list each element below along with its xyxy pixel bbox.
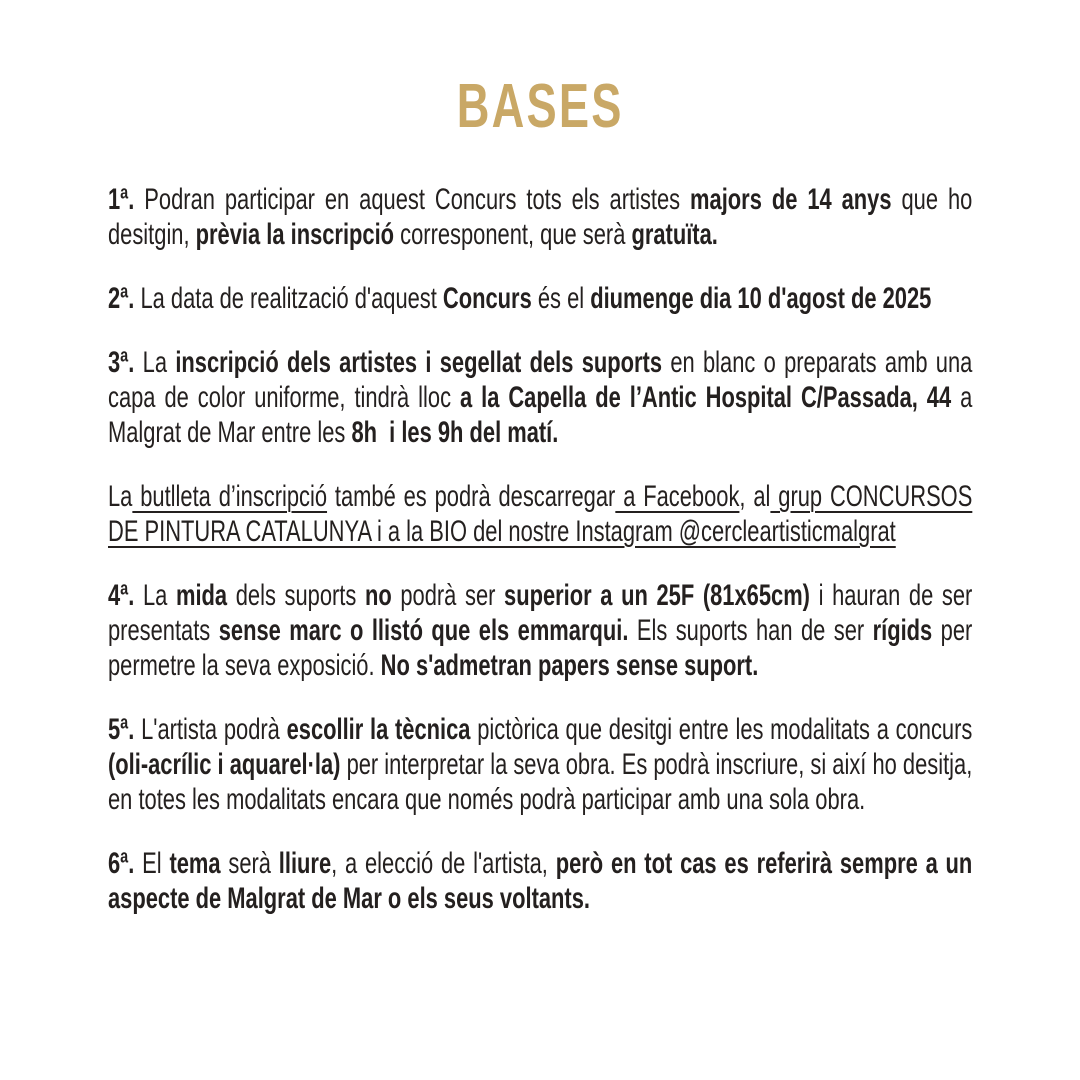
rule-4 [108, 578, 972, 683]
text-run: que ho desitgin, [108, 183, 973, 251]
text-run: L'artista podrà [134, 713, 287, 746]
rule-5 [108, 712, 972, 817]
text-run: Podran participar en aquest Concurs tots els artistes [134, 183, 691, 216]
text-run: dels suports [227, 579, 365, 612]
text-run: No s'admetran papers sense suport. [380, 649, 759, 682]
text-run: però en tot cas es referirà sempre a un aspecte de Malgrat de Mar o els seus voltants. [108, 847, 973, 915]
rule-2 [108, 281, 972, 316]
text-run: gratuïta. [631, 218, 718, 251]
text-run: a Malgrat de Mar entre les [108, 381, 973, 449]
rule-6 [108, 846, 972, 916]
text-run: sense marc o llistó que els emmarqui. [218, 614, 629, 647]
text-run: prèvia la inscripció [195, 218, 395, 251]
text-run: en blanc o preparats amb una capa de color uniforme, tindrà lloc [108, 346, 973, 414]
text-run: corresponent, que serà [394, 218, 632, 251]
inscription-download-note [108, 479, 972, 549]
text-run: a la Capella de l’Antic Hospital C/Passada, 44 [460, 381, 952, 414]
text-run: Els suports han de ser [628, 614, 873, 647]
text-run: podrà ser [391, 579, 505, 612]
text-run: 5ª. [108, 713, 135, 746]
text-run: inscripció dels artistes i segellat dels suports [175, 346, 663, 379]
butlleta-inscripcio-link-text[interactable]: butlleta d’inscripció [132, 480, 328, 513]
text-run: 4ª. [108, 579, 135, 612]
text-run: El [134, 847, 170, 880]
text-run: superior a un 25F (81x65cm) [504, 579, 810, 612]
text-run: Concurs [442, 282, 532, 315]
text-run: tema [169, 847, 221, 880]
text-run: mida [175, 579, 228, 612]
text-run: per interpretar la seva obra. Es podrà inscriure, si així ho desitja, en totes les modalitats encara que només podrà participar amb una sola obra. [108, 748, 973, 816]
text-run: 2ª. [108, 282, 135, 315]
text-run: , al [739, 480, 771, 513]
text-run: 3ª. [108, 346, 135, 379]
text-run: serà [220, 847, 279, 880]
text-run: és el [531, 282, 591, 315]
text-run: , a elecció de l'artista, [331, 847, 556, 880]
text-run: per permetre la seva exposició. [108, 614, 973, 682]
text-run: i hauran de ser presentats [108, 579, 973, 647]
text-run: escollir la tècnica [286, 713, 471, 746]
text-run: La [134, 346, 176, 379]
text-run: 1ª. [108, 183, 135, 216]
poster-title: BASES [456, 72, 624, 141]
text-run: lliure [278, 847, 332, 880]
text-run: La [108, 480, 133, 513]
poster-content [108, 72, 973, 916]
text-run: diumenge dia 10 d'agost de 2025 [590, 282, 932, 315]
text-run: no [364, 579, 392, 612]
text-run: majors de 14 anys [690, 183, 892, 216]
rules-list [108, 182, 972, 916]
rule-1 [108, 182, 972, 252]
text-run: pictòrica que desitgi entre les modalitats a concurs [470, 713, 973, 746]
text-run: (oli-acrílic i aquarel·la) [108, 748, 341, 781]
text-run: La [134, 579, 176, 612]
text-run: La data de realització d'aquest [134, 282, 443, 315]
text-run: també es podrà descarregar [327, 480, 616, 513]
facebook-link-text[interactable]: a Facebook [615, 480, 740, 513]
text-run: 8h i les 9h del matí. [351, 416, 559, 449]
text-run: rígids [872, 614, 933, 647]
facebook-group-and-instagram-link-text[interactable]: grup CONCURSOS DE PINTURA CATALUNYA i a la BIO del nostre Instagram @cercleartisticmalgrat [108, 480, 973, 548]
text-run: 6ª. [108, 847, 135, 880]
rule-3 [108, 345, 972, 450]
